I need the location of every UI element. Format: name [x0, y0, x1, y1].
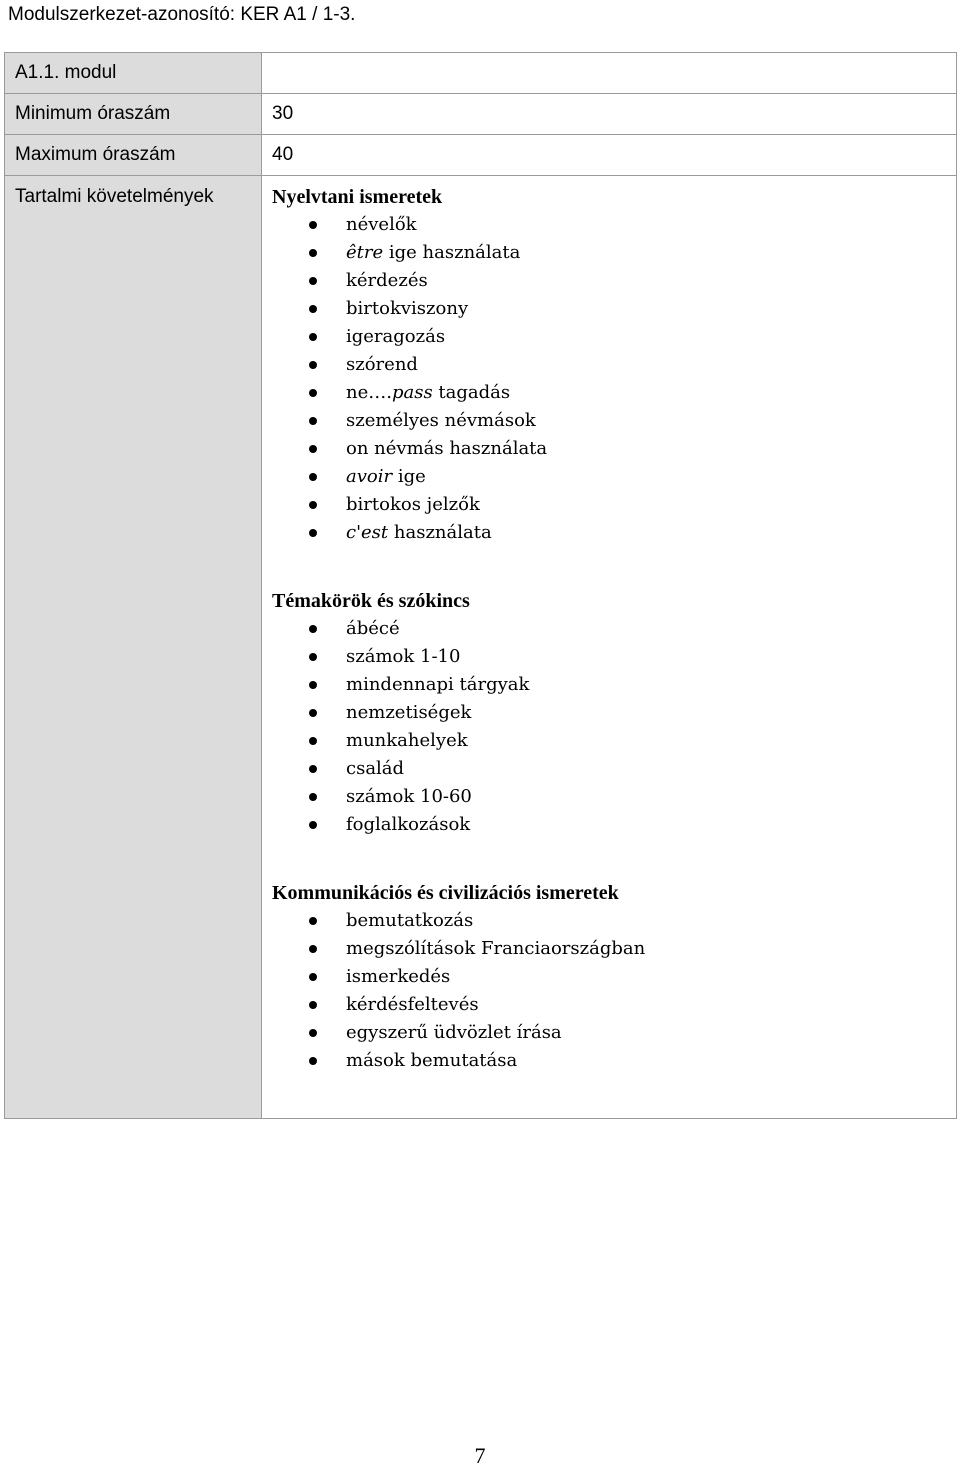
item-text-prefix: ne….	[346, 382, 392, 403]
item-text: szórend	[346, 354, 418, 375]
bullet-icon	[309, 389, 317, 397]
document-header: Modulszerkezet-azonosító: KER A1 / 1-3.	[8, 4, 356, 25]
list-item	[272, 699, 946, 727]
list-item	[272, 783, 946, 811]
module-title-row	[5, 53, 957, 94]
bullet-icon	[309, 737, 317, 745]
content-requirements-label: Tartalmi követelmények	[5, 176, 262, 1119]
max-hours-value: 40	[262, 135, 957, 176]
list-item	[272, 1019, 946, 1047]
item-text-italic: pass	[391, 382, 433, 403]
section-gap	[272, 547, 946, 587]
content-row	[5, 176, 957, 1119]
item-text: nemzetiségek	[346, 702, 472, 723]
page-number: 7	[474, 1443, 486, 1468]
bullet-icon	[309, 473, 317, 481]
bullet-icon	[309, 765, 317, 773]
bullet-icon	[309, 333, 317, 341]
item-text: igeragozás	[346, 326, 446, 347]
bullet-icon	[309, 277, 317, 285]
list-item	[272, 407, 946, 435]
module-title: A1.1. modul	[5, 53, 262, 94]
bullet-icon	[309, 417, 317, 425]
item-text: munkahelyek	[346, 730, 468, 751]
item-text: megszólítások Franciaországban	[346, 938, 646, 959]
list-item	[272, 963, 946, 991]
bullet-icon	[309, 221, 317, 229]
list-item	[272, 295, 946, 323]
min-hours-row	[5, 94, 957, 135]
section-title: Kommunikációs és civilizációs ismeretek	[272, 882, 619, 904]
item-text: bemutatkozás	[346, 910, 474, 931]
item-text: névelők	[346, 214, 417, 235]
list-item	[272, 727, 946, 755]
bullet-icon	[309, 249, 317, 257]
bullet-icon	[309, 653, 317, 661]
item-text: ismerkedés	[346, 966, 451, 987]
list-item	[272, 811, 946, 839]
bullet-icon	[309, 973, 317, 981]
section-gap	[272, 839, 946, 879]
bullet-icon	[309, 821, 317, 829]
list-item	[272, 1047, 946, 1075]
list-item	[272, 643, 946, 671]
bullet-icon	[309, 681, 317, 689]
list-item	[272, 907, 946, 935]
module-title-empty	[262, 53, 957, 94]
content-requirements	[262, 176, 957, 1119]
max-hours-row	[5, 135, 957, 176]
bullet-icon	[309, 305, 317, 313]
item-text: ige	[392, 466, 426, 487]
bullet-icon	[309, 793, 317, 801]
list-item	[272, 379, 946, 407]
item-text: számok 1-10	[346, 646, 461, 667]
item-text: birtokviszony	[346, 298, 469, 319]
list-item	[272, 935, 946, 963]
bullet-icon	[309, 945, 317, 953]
item-text: ige használata	[383, 242, 521, 263]
bullet-icon	[309, 361, 317, 369]
item-text-italic: avoir	[346, 466, 393, 487]
item-text: számok 10-60	[346, 786, 472, 807]
item-text: mindennapi tárgyak	[346, 674, 530, 695]
section-list	[272, 907, 946, 1075]
bullet-icon	[309, 501, 317, 509]
max-hours-label: Maximum óraszám	[5, 135, 262, 176]
list-item	[272, 323, 946, 351]
item-text: foglalkozások	[346, 814, 471, 835]
item-text: használata	[388, 522, 492, 543]
item-text-italic: être	[346, 242, 384, 263]
item-text: kérdezés	[346, 270, 428, 291]
list-item	[272, 435, 946, 463]
bullet-icon	[309, 1057, 317, 1065]
item-text: birtokos jelzők	[346, 494, 480, 515]
item-text: mások bemutatása	[346, 1050, 518, 1071]
list-item	[272, 239, 946, 267]
item-text: személyes névmások	[346, 410, 536, 431]
bullet-icon	[309, 709, 317, 717]
section-title: Témakörök és szókincs	[272, 590, 470, 612]
item-text-italic: c'est	[346, 522, 389, 543]
list-item	[272, 211, 946, 239]
bullet-icon	[309, 917, 317, 925]
module-table	[4, 52, 957, 1119]
item-text: család	[346, 758, 405, 779]
item-text: egyszerű üdvözlet írása	[346, 1022, 562, 1043]
list-item	[272, 351, 946, 379]
list-item	[272, 267, 946, 295]
bullet-icon	[309, 1001, 317, 1009]
bullet-icon	[309, 529, 317, 537]
min-hours-label: Minimum óraszám	[5, 94, 262, 135]
section-list	[272, 211, 946, 547]
list-item	[272, 519, 946, 547]
min-hours-value: 30	[262, 94, 957, 135]
section-list	[272, 615, 946, 839]
bullet-icon	[309, 1029, 317, 1037]
bullet-icon	[309, 625, 317, 633]
item-text: ábécé	[346, 618, 400, 639]
list-item	[272, 463, 946, 491]
item-text: on névmás használata	[346, 438, 548, 459]
list-item	[272, 615, 946, 643]
list-item	[272, 991, 946, 1019]
item-text: kérdésfeltevés	[346, 994, 479, 1015]
list-item	[272, 491, 946, 519]
list-item	[272, 671, 946, 699]
bullet-icon	[309, 445, 317, 453]
item-text: tagadás	[432, 382, 511, 403]
section-title: Nyelvtani ismeretek	[272, 186, 443, 208]
list-item	[272, 755, 946, 783]
